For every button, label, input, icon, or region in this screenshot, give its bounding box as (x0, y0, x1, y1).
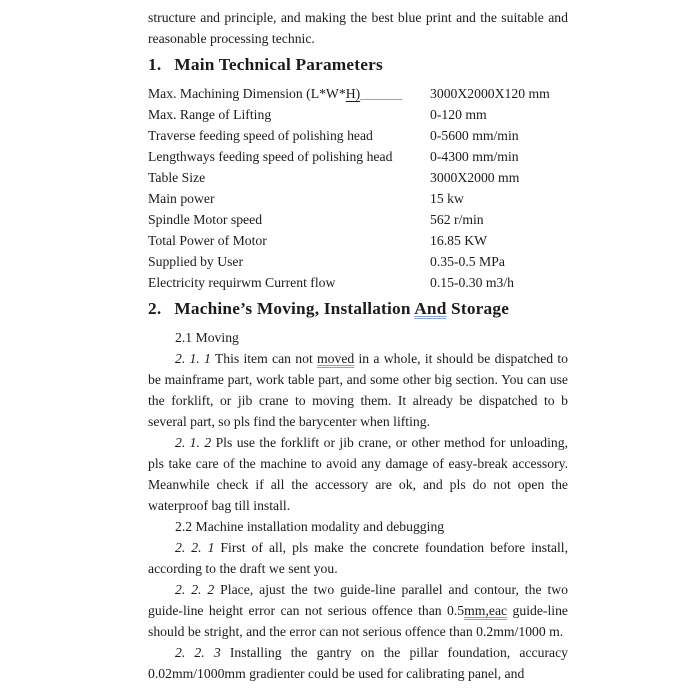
blue-underline-trail (360, 99, 402, 100)
parameters-list (148, 83, 568, 293)
param-value: 15 kw (430, 191, 464, 206)
paragraph-text: This item can not (210, 351, 317, 366)
intro-paragraph: structure and principle, and making the best blue print and the suitable and reasonable processing technic. (148, 10, 568, 46)
section2-title-text: Machine’s Moving, Installation (174, 299, 415, 318)
param-label: Electricity requirwm Current flow (148, 275, 336, 290)
table-row (148, 188, 568, 209)
param-label: Total Power of Motor (148, 233, 267, 248)
param-value: 3000X2000X120 mm (430, 86, 550, 101)
paragraph-text: Pls use the forklift or jib crane, or other method for unloading, pls take care of the machine to avoid any damage of easy-break accessory. Meanwhile check if all the accessory are ok, and pls do not open the waterproof bag till install. (148, 435, 568, 513)
param-value: 0.15-0.30 m3/h (430, 275, 515, 290)
table-row (148, 125, 568, 146)
param-label: Supplied by User (148, 254, 244, 269)
table-row (148, 251, 568, 272)
section1-title: Main Technical Parameters (174, 55, 383, 74)
table-row (148, 209, 568, 230)
paragraph-2-2-1 (148, 537, 568, 579)
param-value: 0-120 mm (430, 107, 487, 122)
table-row (148, 272, 568, 293)
grammar-flagged-word: moved (317, 351, 355, 366)
param-label: Lengthways feeding speed of polishing head (148, 149, 393, 164)
paragraph-number: 2. 1. 1 (175, 351, 211, 366)
section2-heading (148, 297, 568, 321)
grammar-flagged-word: mm,eac (464, 603, 508, 618)
paragraph-2-1-1 (148, 348, 568, 432)
param-value: 16.85 KW (430, 233, 488, 248)
param-value: 0.35-0.5 MPa (430, 254, 505, 269)
paragraph-text: Installing the gantry on the pillar foundation, accuracy 0.02mm/1000mm gradienter could be used for calibrating panel, and (148, 645, 569, 681)
section2-title-text: Storage (446, 299, 510, 318)
param-label: Main power (148, 191, 215, 206)
paragraph-2-1-2 (148, 432, 568, 516)
param-label-underlined: H) (345, 86, 361, 101)
section1-number: 1. (148, 55, 162, 74)
param-label: Max. Range of Lifting (148, 107, 272, 122)
param-label: Spindle Motor speed (148, 212, 263, 227)
paragraph-text: Place, ajust the two guide-line parallel and contour, the two guide-line height error can not serious offence than 0.5 (148, 582, 568, 618)
param-label: Table Size (148, 170, 206, 185)
subsection-2-2-heading: 2.2 Machine installation modality and debugging (175, 519, 445, 534)
param-label: Traverse feeding speed of polishing head (148, 128, 373, 143)
section2-title (174, 299, 509, 318)
table-row (148, 104, 568, 125)
section2-number: 2. (148, 299, 162, 318)
param-value: 0-5600 mm/min (430, 128, 519, 143)
paragraph-text: in a whole, it should be dispatched to be mainframe part, work table part, and some other big section. You can use the forklift, or jib crane to moving them. It already be dispatched to b several part, so pls find the barycenter when lifting. (148, 351, 569, 429)
table-row (148, 146, 568, 167)
param-value: 562 r/min (430, 212, 484, 227)
param-value: 0-4300 mm/min (430, 149, 519, 164)
table-row (148, 230, 568, 251)
table-row (148, 83, 568, 104)
subsection-2-1-heading: 2.1 Moving (175, 330, 239, 345)
paragraph-number: 2. 2. 1 (175, 540, 215, 555)
paragraph-number: 2. 1. 2 (175, 435, 212, 450)
paragraph-2-2-2 (148, 579, 568, 642)
grammar-flagged-word: And (414, 299, 447, 318)
paragraph-text: First of all, pls make the concrete foundation before install, according to the draft we sent you. (148, 540, 568, 576)
table-row (148, 167, 568, 188)
paragraph-2-2-3 (148, 642, 568, 684)
paragraph-number: 2. 2. 3 (175, 645, 221, 660)
param-label (148, 83, 430, 104)
paragraph-number: 2. 2. 2 (175, 582, 215, 597)
param-label-text: Max. Machining Dimension (L*W* (148, 86, 346, 101)
param-value: 3000X2000 mm (430, 170, 520, 185)
section1-heading (148, 53, 568, 77)
paragraph-text: guide-line should be stright, and the error can not serious offence than 0.2mm/1000 m. (148, 603, 568, 639)
